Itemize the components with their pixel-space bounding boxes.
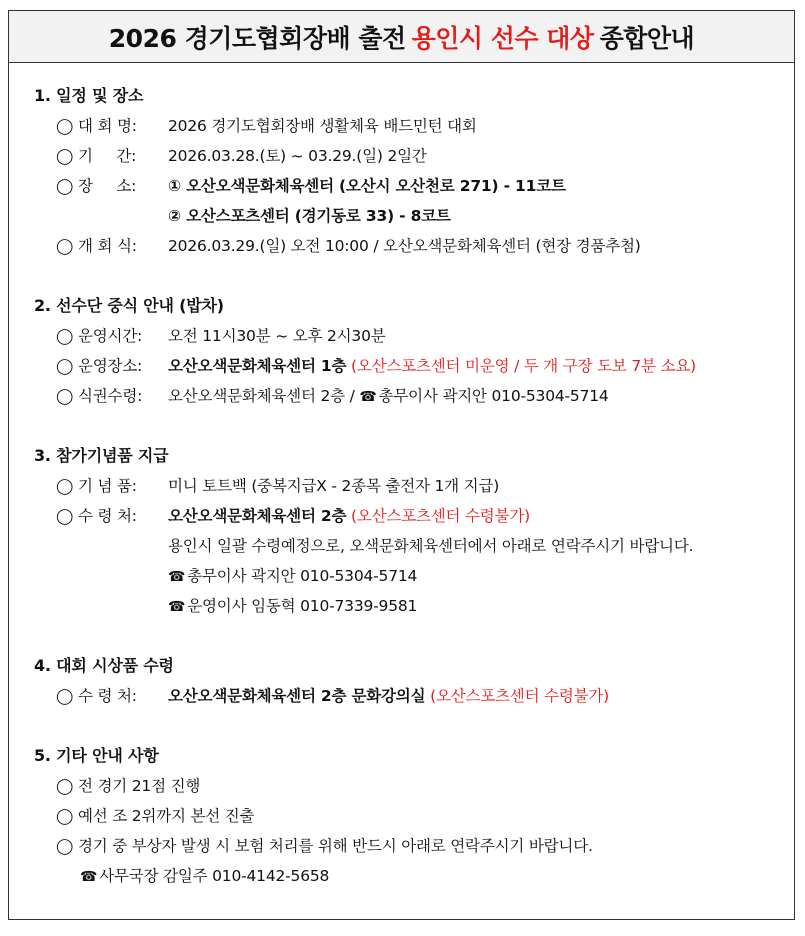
row-value: 경기 중 부상자 발생 시 보험 처리를 위해 반드시 아래로 연락주시기 바랍니다. [78,837,593,855]
section-4-heading: 4. 대회 시상품 수령 [34,656,174,675]
s2-row-location [56,351,696,381]
phone-icon: ☎ [80,869,98,885]
row-value-bold: 오산오색문화체육센터 1층 [168,357,347,375]
row-value: 오산오색문화체육센터 2층 / [168,387,355,405]
s1-row-venue-2: ② 오산스포츠센터 (경기동로 33) - 8코트 [168,207,451,225]
row-value-bold: 오산오색문화체육센터 2층 [168,507,347,525]
bullet-circle: ◯ [56,777,74,795]
bullet-circle: ◯ [56,117,74,135]
row-label: 수 령 처: [78,687,137,705]
s1-row-opening [56,231,641,261]
s2-row-hours [56,321,386,351]
row-note-red: (오산스포츠센터 수령불가) [351,507,530,525]
row-contact: 총무이사 곽지안 010-5304-5714 [378,387,609,405]
bullet-circle: ◯ [56,147,74,165]
bullet-circle: ◯ [56,807,74,825]
row-label: 기 간: [78,147,137,165]
s2-row-ticket [56,381,609,411]
title-highlight: 용인시 선수 대상 [411,23,594,53]
bullet-circle: ◯ [56,507,74,525]
bullet-circle: ◯ [56,387,74,405]
row-value: 미니 토트백 (중복지급X - 2종목 출전자 1개 지급) [168,477,500,495]
row-value: 전 경기 21점 진행 [78,777,201,795]
s1-row-period [56,141,427,171]
phone-icon: ☎ [168,569,186,585]
row-value-bold: 오산오색문화체육센터 2층 문화강의실 [168,687,426,705]
bullet-circle: ◯ [56,687,74,705]
row-note-red: (오산스포츠센터 수령불가) [430,687,610,705]
title-pre: 2026 경기도협회장배 출전 [108,23,406,53]
row-label: 식권수령: [78,387,143,405]
section-3-heading: 3. 참가기념품 지급 [34,446,169,465]
row-value: 예선 조 2위까지 본선 진출 [78,807,255,825]
s5-row-contact [80,861,329,891]
phone-icon: ☎ [359,389,377,405]
row-value: 오전 11시30분 ~ 오후 2시30분 [168,327,386,345]
row-contact: 운영이사 임동혁 010-7339-9581 [187,597,418,615]
row-label: 기 념 품: [78,477,137,495]
title-post: 종합안내 [599,23,695,53]
row-value: ① 오산오색문화체육센터 (오산시 오산천로 271) - 11코트 [168,177,566,195]
row-label: 장 소: [78,177,137,195]
s5-row-3 [56,831,593,861]
s1-row-event-name [56,111,477,141]
row-label: 운영시간: [78,327,143,345]
s5-row-1 [56,771,200,801]
s3-row-pickup [56,501,530,531]
bullet-circle: ◯ [56,177,74,195]
s5-row-2 [56,801,254,831]
bullet-circle: ◯ [56,837,74,855]
row-label: 대 회 명: [78,117,137,135]
row-contact: 사무국장 감일주 010-4142-5658 [99,867,330,885]
s3-row-contact-2 [168,591,417,621]
s3-row-contact-1 [168,561,417,591]
phone-icon: ☎ [168,599,186,615]
bullet-circle: ◯ [56,327,74,345]
bullet-circle: ◯ [56,357,74,375]
row-label: 개 회 식: [78,237,137,255]
section-5-heading: 5. 기타 안내 사항 [34,746,159,765]
row-value: 2026.03.28.(토) ~ 03.29.(일) 2일간 [168,147,427,165]
row-value: 2026 경기도협회장배 생활체육 배드민턴 대회 [168,117,477,135]
row-value: 2026.03.29.(일) 오전 10:00 / 오산오색문화체육센터 (현장 경품추첨) [168,237,641,255]
row-note-red: (오산스포츠센터 미운영 / 두 개 구장 도보 7분 소요) [351,357,696,375]
s4-row-pickup [56,681,609,711]
s1-row-venue [56,171,566,201]
row-contact: 총무이사 곽지안 010-5304-5714 [187,567,418,585]
section-1-heading: 1. 일정 및 장소 [34,86,144,105]
section-2-heading: 2. 선수단 중식 안내 (밥차) [34,296,224,315]
s3-row-pickup-note: 용인시 일괄 수령예정으로, 오색문화체육센터에서 아래로 연락주시기 바랍니다. [168,537,694,555]
bullet-circle: ◯ [56,237,74,255]
s3-row-souvenir [56,471,499,501]
bullet-circle: ◯ [56,477,74,495]
row-label: 운영장소: [78,357,143,375]
row-label: 수 령 처: [78,507,137,525]
page-title [9,11,794,63]
